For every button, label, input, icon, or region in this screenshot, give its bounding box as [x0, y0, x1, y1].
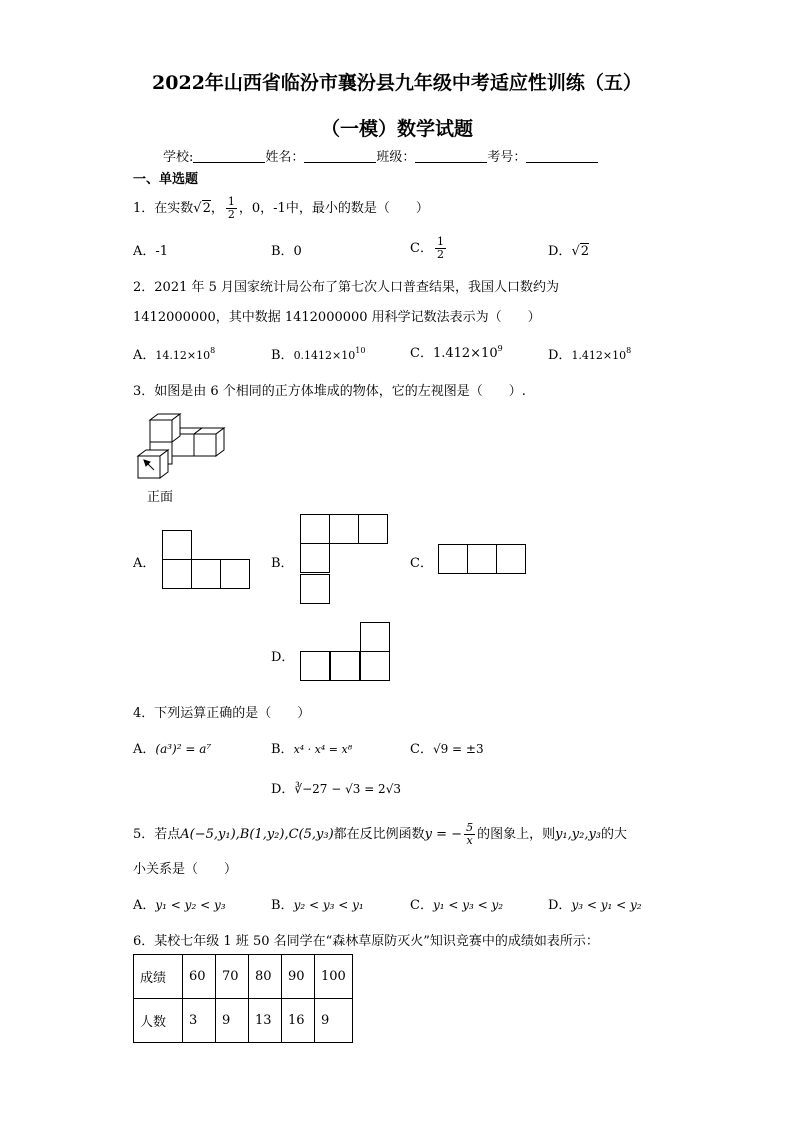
- table-cell: 9: [216, 999, 249, 1043]
- q2-option-a[interactable]: A．$14.12\times 10^8$: [133, 346, 216, 363]
- q1-fraction: $\frac{1}{2}$: [227, 195, 235, 221]
- table-cell: 70: [216, 955, 249, 999]
- front-label: 正面: [147, 490, 174, 505]
- q1-option-a[interactable]: A．-1: [133, 244, 169, 259]
- question-1-stem: 1．在实数√2， $\frac{1}{2}$ ，0，-1中，最小的数是（ ）: [133, 195, 429, 221]
- page-title: 2022年山西省临汾市襄汾县九年级中考适应性训练（五）: [152, 72, 642, 94]
- school-label: 学校:: [163, 150, 194, 165]
- table-cell: 60: [183, 955, 216, 999]
- q1-stem-b: ，0，-1中，最小的数是（ ）: [238, 201, 429, 216]
- page-subtitle: （一模）数学试题: [320, 118, 473, 140]
- q3-option-d[interactable]: D．: [271, 650, 295, 665]
- q2-option-b[interactable]: B．$0.1412\times 10^{10}$: [271, 346, 366, 363]
- table-cell: 13: [249, 999, 282, 1043]
- question-4-stem: 4．下列运算正确的是（ ）: [133, 706, 311, 721]
- q1-number: 1．: [133, 201, 155, 216]
- q3-option-c[interactable]: C．: [410, 556, 433, 571]
- exam-no-field[interactable]: [526, 151, 598, 163]
- question-5-line2: 小关系是（ ）: [133, 862, 238, 877]
- q1-sqrt: 2: [202, 201, 211, 216]
- q4-option-d[interactable]: D．∛−27 − √3 = 2√3: [271, 782, 401, 797]
- q1-option-d[interactable]: D．√2: [548, 244, 590, 259]
- info-line: [163, 146, 598, 165]
- name-field[interactable]: [304, 151, 376, 163]
- question-6-stem: 6．某校七年级 1 班 50 名同学在“森林草原防灭火”知识竞赛中的成绩如表所示：: [133, 934, 599, 949]
- q1-option-b[interactable]: B．0: [271, 244, 302, 259]
- table-row: [134, 999, 353, 1043]
- question-2-line2: 1412000000，其中数据 1412000000 用科学记数法表示为（ ）: [133, 310, 541, 325]
- school-field[interactable]: [193, 151, 265, 163]
- score-table: [133, 954, 353, 1043]
- class-field[interactable]: [415, 151, 487, 163]
- question-3-stem: 3．如图是由 6 个相同的正方体堆成的物体，它的左视图是（ ）.: [133, 384, 526, 399]
- q1-stem-a: 在实数: [154, 201, 194, 216]
- q2-option-c[interactable]: C．$1.412\times 10^9$: [410, 344, 503, 361]
- q5-option-d[interactable]: D．y₃ < y₁ < y₂: [548, 898, 642, 913]
- cube-stack-figure: [130, 408, 230, 480]
- q5-option-a[interactable]: A．y₁ < y₂ < y₃: [133, 898, 226, 913]
- section-heading: 一、单选题: [133, 172, 199, 187]
- q3-option-a[interactable]: A．: [133, 556, 156, 571]
- table-header-cell: 人数: [134, 999, 183, 1043]
- class-label: 班级：: [376, 150, 416, 165]
- table-cell: 3: [183, 999, 216, 1043]
- table-cell: 9: [315, 999, 353, 1043]
- table-cell: 90: [282, 955, 315, 999]
- table-cell: 16: [282, 999, 315, 1043]
- table-cell: 80: [249, 955, 282, 999]
- q1-option-c[interactable]: C． $\frac{1}{2}$: [410, 235, 444, 261]
- question-5-line1: 5．若点A(−5,y₁),B(1,y₂),C(5,y₃)都在反比例函数y = − $\frac{5}{x}$ 的图象上，则y₁,y₂,y₃的大: [133, 821, 628, 847]
- q4-option-c[interactable]: C．√9 = ±3: [410, 742, 484, 757]
- q5-option-b[interactable]: B．y₂ < y₃ < y₁: [271, 898, 364, 913]
- table-row: [134, 955, 353, 999]
- table-cell: 100: [315, 955, 353, 999]
- question-2-line1: 2．2021 年 5 月国家统计局公布了第七次人口普查结果，我国人口数约为: [133, 280, 560, 295]
- q4-option-a[interactable]: A．(a³)² = a⁷: [133, 742, 212, 757]
- q4-option-b[interactable]: B．x⁴ · x⁴ = x⁸: [271, 742, 353, 757]
- exam-no-label: 考号：: [487, 150, 527, 165]
- q3-option-b[interactable]: B．: [271, 556, 294, 571]
- q2-option-d[interactable]: D．$1.412\times 10^8$: [548, 346, 632, 363]
- name-label: 姓名：: [265, 150, 305, 165]
- q5-option-c[interactable]: C．y₁ < y₃ < y₂: [410, 898, 504, 913]
- table-header-cell: 成绩: [134, 955, 183, 999]
